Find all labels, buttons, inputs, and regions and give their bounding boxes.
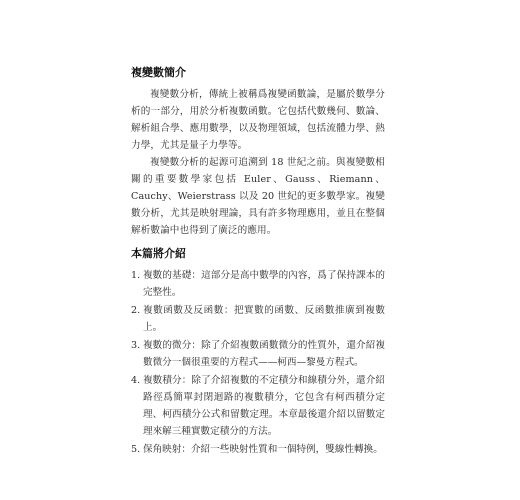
contents-section — [131, 247, 385, 458]
list-item — [131, 372, 385, 440]
list-item-number: 5. — [131, 444, 141, 455]
list-item-text: 複數的基礎：這部分是高中數學的內容，爲了保持課本的完整性。 — [143, 270, 385, 298]
list-item — [131, 441, 385, 458]
list-item-number: 3. — [131, 340, 141, 351]
contents-list — [131, 267, 385, 458]
list-item-text: 保角映射：介紹一些映射性質和一個特例，雙線性轉換。 — [143, 444, 383, 455]
list-item — [131, 337, 385, 371]
list-item — [131, 267, 385, 301]
list-item-text: 複數函數及反函數：把實數的函數、反函數推廣到複數上。 — [143, 305, 385, 333]
section-heading-contents: 本篇將介紹 — [131, 247, 186, 260]
list-item-number: 4. — [131, 375, 141, 386]
list-item — [131, 302, 385, 336]
intro-paragraph-1: 複變數分析，傳統上被稱爲複變函數論，是屬於數學分析的一部分，用於分析複數函數。它包括代數幾何、數論、解析組合學、應用數學，以及物理領域，包括流體力學、熱力學，尤其是量子力學等。 — [131, 89, 385, 151]
list-item-number: 1. — [131, 270, 141, 281]
section-heading-intro: 複變數簡介 — [131, 66, 186, 79]
list-item-number: 2. — [131, 305, 141, 316]
list-item-text: 複數積分：除了介紹複數的不定積分和線積分外，還介紹路徑爲簡單封閉迴路的複數積分，它包含有柯西積分定理、柯西積分公式和留數定理。本章最後還介紹以留數定理來解三種實數定積分的方法。 — [143, 375, 385, 437]
list-item-text: 複數的微分：除了介紹複數函數微分的性質外，還介紹複數微分一個很重要的方程式——柯西—黎曼方程式。 — [143, 340, 385, 368]
intro-section — [131, 66, 385, 239]
intro-paragraph-2: 複變數分析的起源可追溯到 18 世紀之前。與複變數相關的重要數學家包括 Euler、Gauss、Riemann、Cauchy、Weierstrass 以及 20 世紀的更多數學家。複變數分析，尤其是映射理論，具有許多物理應用，並且在整個解析數論中也得到了廣泛的應用。 — [131, 157, 385, 236]
document-page — [131, 66, 385, 459]
